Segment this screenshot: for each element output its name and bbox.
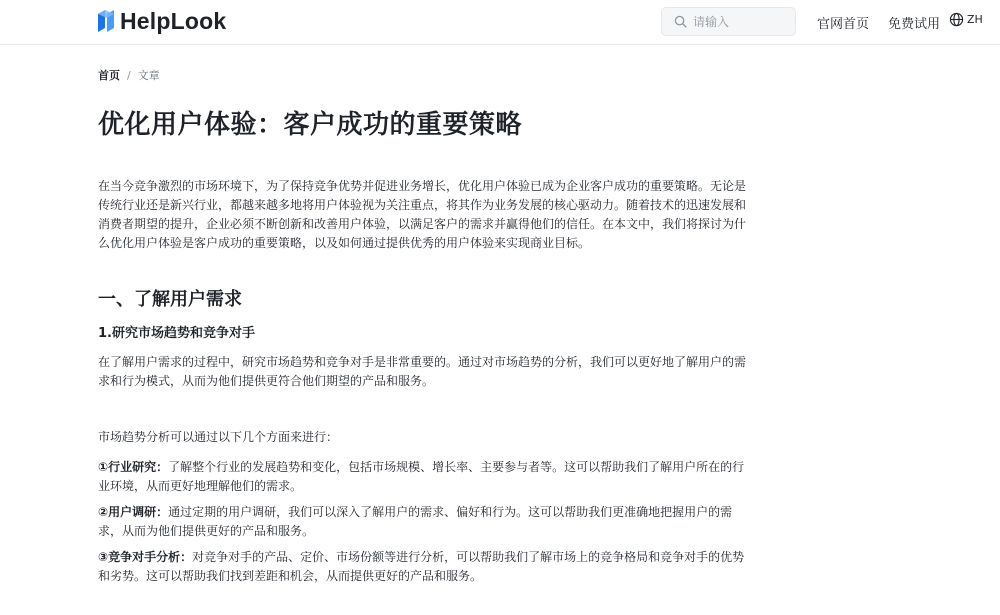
point-text: 了解整个行业的发展趋势和变化，包括市场规模、增长率、主要参与者等。这可以帮助我们了解用户所在的行业环境，从而更好地理解他们的需求。 (98, 460, 745, 493)
helplook-logo-icon (96, 9, 116, 33)
point-text: 通过定期的用户调研，我们可以深入了解用户的需求、偏好和行为。这可以帮助我们更准确地把握用户的需求，从而为他们提供更好的产品和服务。 (98, 505, 733, 538)
point-competitor-analysis (98, 548, 746, 586)
nav-free-trial-link[interactable]: 免费试用 (888, 17, 941, 32)
page-title: 优化用户体验：客户成功的重要策略 (98, 110, 523, 140)
language-label: ZH (967, 13, 983, 26)
breadcrumb-separator: / (127, 68, 131, 82)
subsection-heading-market-research: 1.研究市场趋势和竞争对手 (98, 326, 255, 341)
point-user-research (98, 503, 746, 541)
search-box[interactable] (661, 7, 796, 36)
search-input[interactable] (693, 15, 783, 29)
point-lead: ②用户调研： (98, 505, 169, 519)
section-heading-understand-needs: 一、了解用户需求 (98, 289, 242, 310)
helplook-logo[interactable] (96, 7, 226, 35)
globe-icon (949, 12, 964, 27)
point-text: 对竞争对手的产品、定价、市场份额等进行分析，可以帮助我们了解市场上的竞争格局和竞争对手的优势和劣势。这可以帮助我们找到差距和机会，从而提供更好的产品和服务。 (98, 550, 745, 583)
point-industry-research (98, 458, 746, 496)
search-icon (674, 15, 687, 28)
breadcrumb-current: 文章 (137, 69, 160, 82)
point-lead: ①行业研究： (98, 460, 169, 474)
nav-official-home-link[interactable]: 官网首页 (817, 17, 870, 32)
intro-paragraph: 在当今竞争激烈的市场环境下，为了保持竞争优势并促进业务增长，优化用户体验已成为企业客户成功的重要策略。无论是传统行业还是新兴行业，都越来越多地将用户体验视为关注重点，将其作为业务发展的核心驱动力。随着技术的迅速发展和消费者期望的提升，企业必须不断创新和改善用户体验，以满足客户的需求并赢得他们的信任。在本文中，我们将探讨为什么优化用户体验是客户成功的重要策略，以及如何通过提供优秀的用户体验来实现商业目标。 (98, 179, 747, 250)
language-switcher[interactable] (949, 12, 983, 27)
breadcrumb (98, 67, 160, 83)
point-lead: ③竞争对手分析： (98, 550, 193, 564)
market-research-paragraph: 在了解用户需求的过程中，研究市场趋势和竞争对手是非常重要的。通过对市场趋势的分析，我们可以更好地了解用户的需求和行为模式，从而为他们提供更符合他们期望的产品和服务。 (98, 355, 747, 388)
analysis-intro-paragraph: 市场趋势分析可以通过以下几个方面来进行： (98, 430, 339, 444)
breadcrumb-home-link[interactable]: 首页 (98, 69, 120, 82)
brand-name: HelpLook (120, 7, 227, 34)
top-header (0, 0, 1000, 45)
